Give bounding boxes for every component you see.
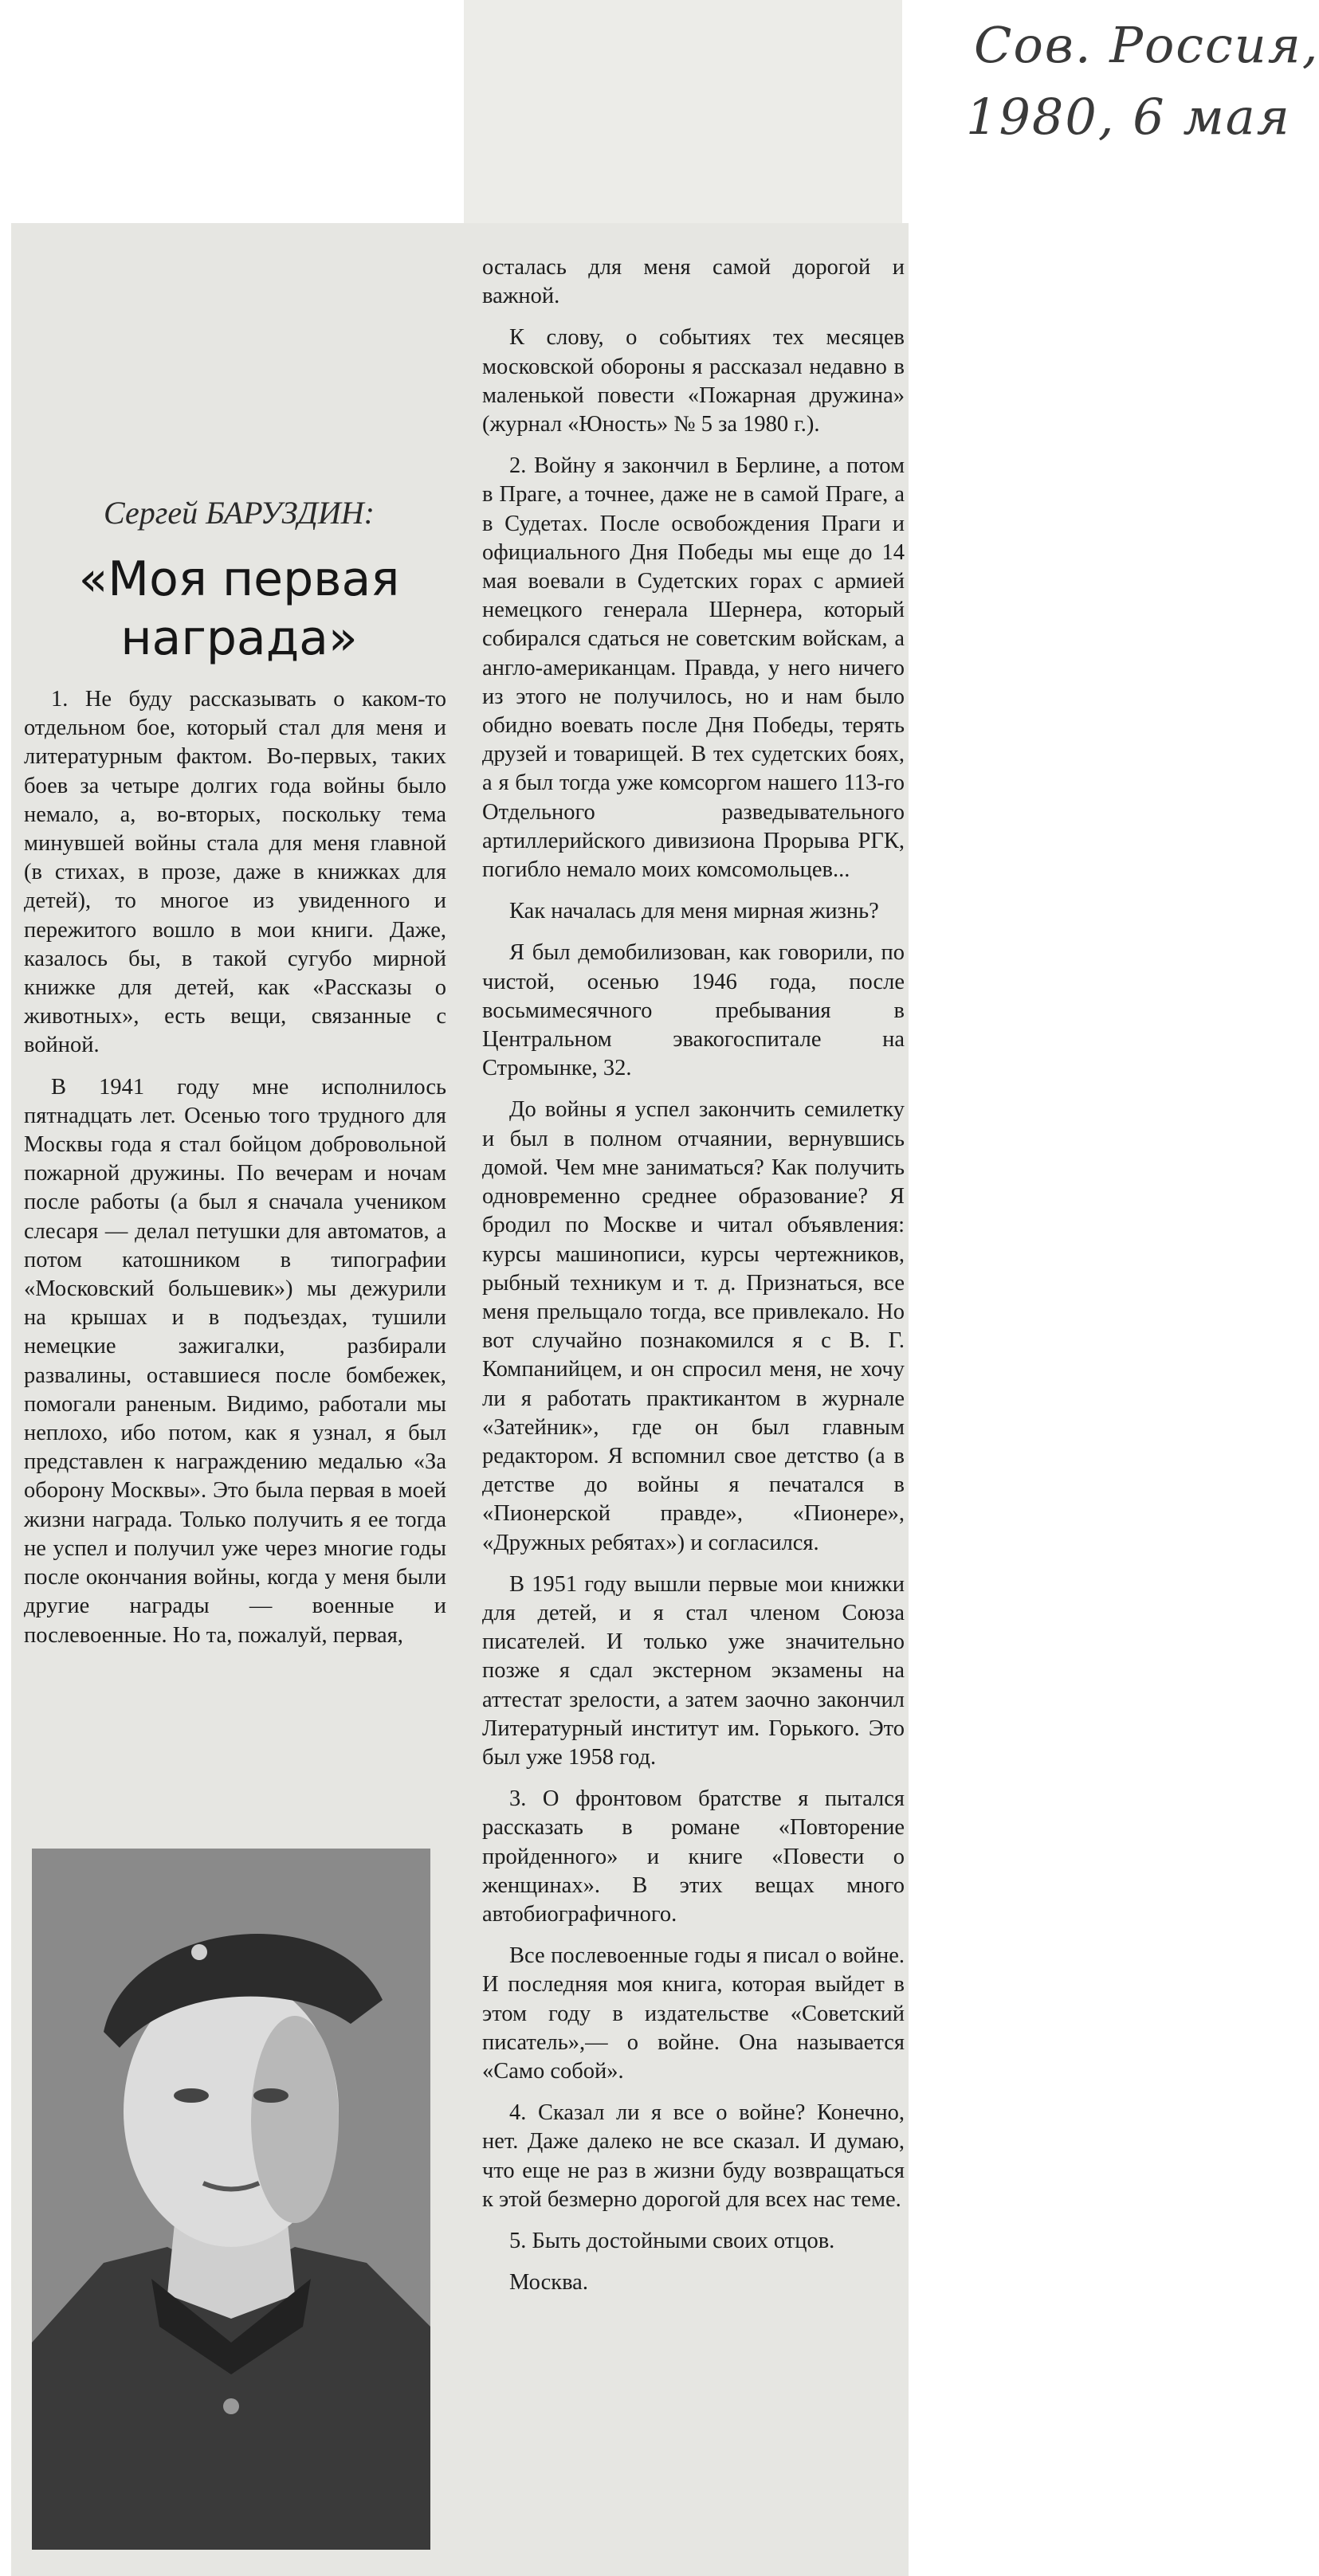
article-location: Москва.	[509, 2270, 588, 2296]
paragraph: осталась для меня самой дорогой и важной.	[482, 255, 905, 309]
paragraph: Я был демобилизован, как говорили, по чистой, осенью 1946 года, после восьмимесячного пребывания в Центральном эвакогоспитале на Стромынке, 32.	[482, 940, 905, 1081]
paragraph: 4. Сказал ли я все о войне? Конечно, нет. Даже далеко не все сказал. И думаю, что еще не раз в жизни буду возвращаться к этой безмерно дорогой для всех нас теме.	[482, 2100, 905, 2212]
article-headline: «Моя первая награда»	[78, 551, 400, 666]
handwritten-date: 1980, 6 мая	[966, 88, 1291, 146]
paragraph: В 1951 году вышли первые мои книжки для детей, и я стал членом Союза писателей. И только уже значительно позже я сдал экстерном экзамены на аттестат зрелости, а затем заочно закончил Литературный институт им. Горького. Это был уже 1958 год.	[482, 1571, 905, 1770]
paragraph: 5. Быть достойными своих отцов.	[509, 2229, 835, 2253]
paragraph: 1. Не буду рассказывать о каком-то отдельном бое, который стал для меня и литературным фактом. Во-первых, таких боев за четыре долгих года войны было немало, а, во-вторых, поскольку тема минувшей войны стала для меня главной (в стихах, в прозе, даже в книжках для детей), то многое из увиденного и пережитого вошло в мои книги. Даже, казалось бы, в такой сугубо мирной книжке для детей, как «Рассказы о животных», есть вещи, связанные с войной.	[24, 687, 446, 1058]
paragraph: 2. Войну я закончил в Берлине, а потом в Праге, а точнее, даже не в самой Праге, а в Судетах. После освобождения Праги и официального Дня Победы мы еще до 14 мая воевали в Судетских горах с армией немецкого генерала Шернера, который собирался сдаться не советским войскам, а англо-американцам. Правда, у него ничего из этого не получилось, но и нам было обидно воевать после Дня Победы, терять друзей и товарищей. В тех судетских боях, а я был тогда уже комсоргом нашего 113-го Отдельного разведывательного артиллерийского дивизиона Прорыва РГК, погибло немало моих комсомольцев...	[482, 453, 905, 883]
article-column-right	[482, 253, 905, 2310]
handwritten-source: Сов. Россия,	[974, 16, 1319, 74]
paragraph: 3. О фронтовом братстве я пытался рассказать в романе «Повторение пройденного» и книге «Повести о женщинах». В этих вещах много автобиографичного.	[482, 1786, 905, 1927]
paragraph: В 1941 году мне исполнилось пятнадцать лет. Осенью того трудного для Москвы года я стал бойцом добровольной пожарной дружины. По вечерам и ночам после работы (а был я сначала учеником слесаря — делал петушки для автоматов, а потом катошником в типографии «Московский большевик») мы дежурили на крышах и в подъездах, тушили немецкие зажигалки, разбирали развалины, оставшиеся после бомбежек, помогали раненым. Видимо, работали мы неплохо, ибо потом, как я узнал, я был представлен к награждению медалью «За оборону Москвы». Это была первая в моей жизни награда. Только получить я ее тогда не успел и получил уже через многие годы после окончания войны, когда у меня были другие награды — военные и послевоенные. Но та, пожалуй, первая,	[24, 1074, 446, 1648]
paragraph: Как началась для меня мирная жизнь?	[509, 899, 879, 924]
paragraph: К слову, о событиях тех месяцев московской обороны я рассказал недавно в маленькой повести «Пожарная дружина» (журнал «Юность» № 5 за 1980 г.).	[482, 325, 905, 437]
author-portrait-photo	[32, 1849, 430, 2550]
handwritten-label-clip	[464, 0, 1319, 223]
article-byline: Сергей БАРУЗДИН:	[104, 495, 375, 531]
paragraph: Все послевоенные годы я писал о войне. И последняя моя книга, которая выйдет в этом году в издательстве «Советский писатель»,— о войне. Она называется «Само собой».	[482, 1943, 905, 2084]
paragraph: До войны я успел закончить семилетку и был в полном отчаянии, вернувшись домой. Чем мне заниматься? Как получить одновременно среднее образование? Я бродил по Москве и читал объявления: курсы машинописи, курсы чертежников, рыбный техникум и т. д. Признаться, все меня прельщало тогда, все привлекало. Но вот случайно познакомился я с В. Г. Компанийцем, и он спросил меня, не хочу ли я работать практикантом в журнале «Затейник», где он был главным редактором. Я вспомнил свое детство (а в детстве до войны я печатался в «Пионерской правде», «Пионере», «Дружных ребятах») и согласился.	[482, 1097, 905, 1555]
portrait-photo-icon	[32, 1849, 430, 2550]
article-column-left	[24, 685, 446, 1663]
